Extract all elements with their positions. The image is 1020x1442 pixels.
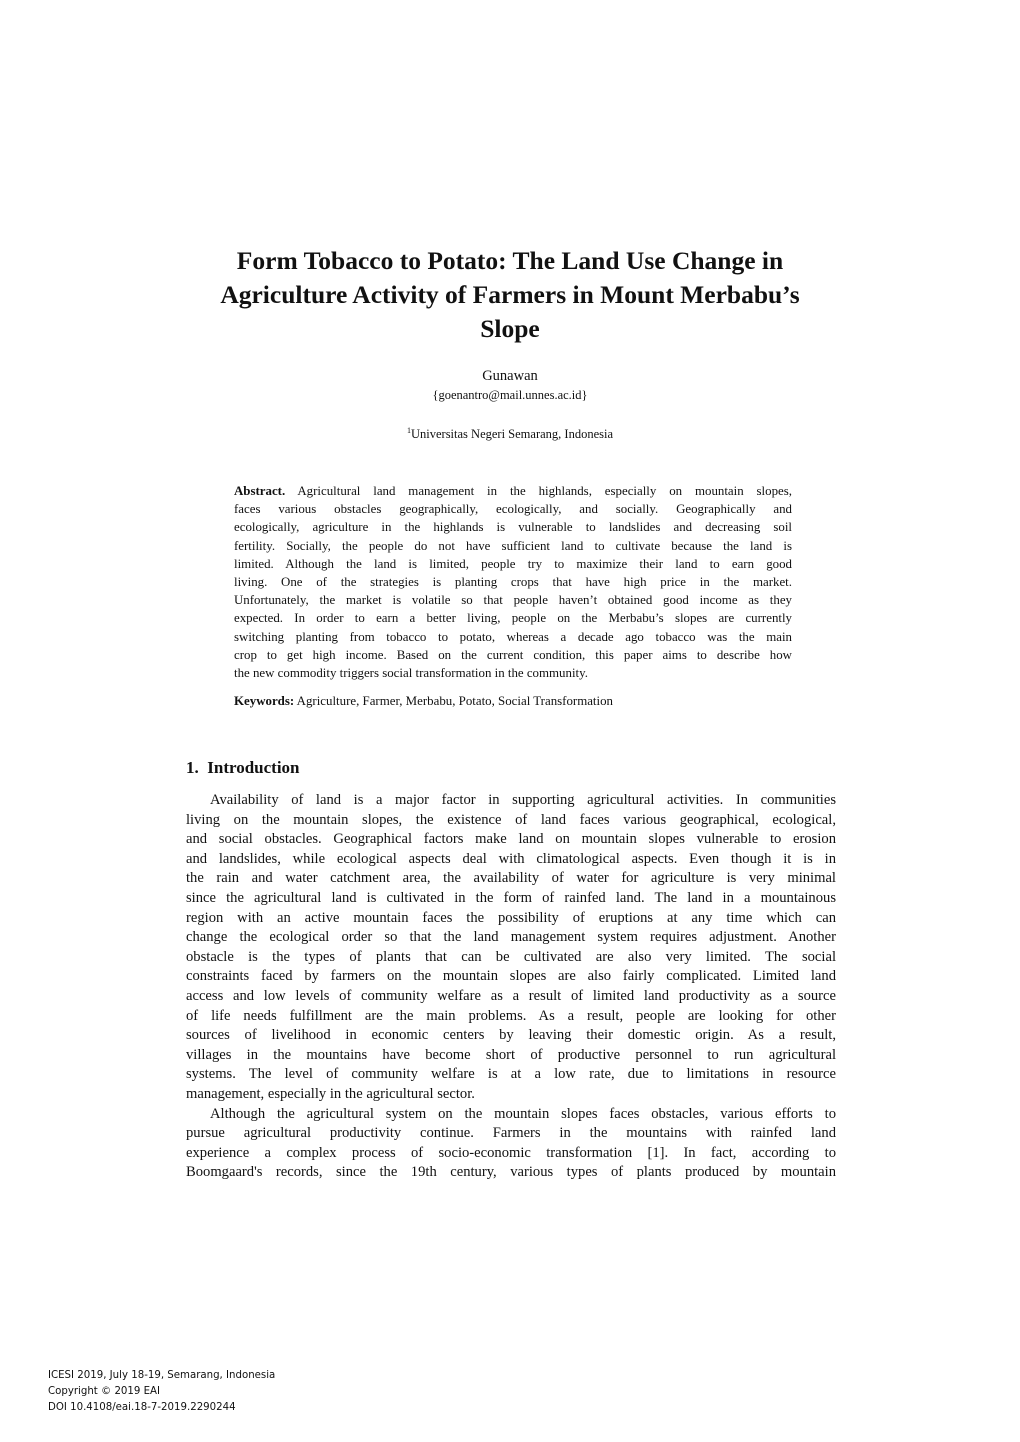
paper-title [170,244,850,346]
keywords-text: Agriculture, Farmer, Merbabu, Potato, Social Transformation [294,694,613,708]
abstract-label: Abstract. [234,484,286,498]
abstract-line: expected. In order to earn a better living, people on the Merbabu’s slopes are currently [234,611,792,626]
author-name: Gunawan [482,368,538,384]
affiliation [0,426,1020,442]
abstract-line: ecologically, agriculture in the highlands is vulnerable to landslides and decreasing soil [234,520,792,535]
section-heading [186,758,300,778]
keywords [234,694,613,709]
body-line: the rain and water catchment area, the availability of water for agriculture is very minimal [186,870,836,887]
body-line: experience a complex process of socio-economic transformation [1]. In fact, according to [186,1144,836,1161]
introduction-body [186,791,836,1183]
body-line: sources of livelihood in economic centers by leaving their domestic origin. As a result, [186,1027,836,1044]
body-line: Availability of land is a major factor in supporting agricultural activities. In communities [210,792,836,808]
footer [48,1368,275,1416]
abstract-line: crop to get high income. Based on the current condition, this paper aims to describe how [234,647,792,662]
title-line: Agriculture Activity of Farmers in Mount Merbabu’s [220,280,800,309]
body-line: living on the mountain slopes, the existence of land faces various geographical, ecological, [186,811,836,828]
abstract-line: fertility. Socially, the people do not have sufficient land to cultivate because the land is [234,538,792,553]
body-line: obstacle is the types of plants that can be cultivated are also very limited. The social [186,948,836,965]
keywords-label: Keywords: [234,694,295,708]
abstract-line: living. One of the strategies is planting crops that have high price in the market. [234,575,792,590]
abstract-line: Unfortunately, the market is volatile so that people haven’t obtained good income as they [234,593,792,608]
abstract-text: Agricultural land management in the highlands, especially on mountain slopes, [285,484,792,498]
footer-copyright: Copyright © 2019 EAI [48,1386,161,1397]
body-line: pursue agricultural productivity continue. Farmers in the mountains with rainfed land [186,1125,836,1142]
body-line: constraints faced by farmers on the mountain slopes are also fairly complicated. Limited land [186,968,836,985]
body-line: Boomgaard's records, since the 19th century, various types of plants produced by mountain [186,1164,836,1181]
affiliation-marker: 1 [406,426,411,435]
abstract-line: faces various obstacles geographically, ecologically, and socially. Geographically and [234,502,792,517]
title-line: Slope [480,314,540,343]
body-line: Although the agricultural system on the mountain slopes faces obstacles, various efforts to [210,1105,836,1122]
body-line: region with an active mountain faces the possibility of eruptions at any time which can [186,909,836,926]
body-line: and social obstacles. Geographical factors make land on mountain slopes vulnerable to erosion [186,831,836,848]
title-line: Form Tobacco to Potato: The Land Use Change in [236,246,784,275]
body-line: access and low levels of community welfare as a result of limited land productivity as a source [186,987,836,1004]
section-title: Introduction [207,758,300,777]
body-line: systems. The level of community welfare is at a low rate, due to limitations in resource [186,1066,836,1083]
body-line: and landslides, while ecological aspects deal with climatological aspects. Even though it is in [186,850,836,867]
abstract-line: switching planting from tobacco to potato, whereas a decade ago tobacco was the main [234,629,792,644]
section-number: 1. [186,758,199,777]
body-line: change the ecological order so that the land management system requires adjustment. Another [186,929,836,946]
body-line: of life needs fulfillment are the main problems. As a result, people are looking for other [186,1007,836,1024]
footer-doi: DOI 10.4108/eai.18-7-2019.2290244 [48,1402,236,1413]
affiliation-text: Universitas Negeri Semarang, Indonesia [410,427,614,441]
author-email: {goenantro@mail.unnes.ac.id} [432,388,588,402]
body-line: villages in the mountains have become short of productive personnel to run agricultural [186,1046,836,1063]
abstract [234,482,792,682]
abstract-line: the new commodity triggers social transformation in the community. [234,666,588,681]
body-line: management, especially in the agricultural sector. [186,1085,475,1102]
footer-conference: ICESI 2019, July 18-19, Semarang, Indonesia [48,1370,276,1381]
body-line: since the agricultural land is cultivated in the form of rainfed land. The land in a mountainous [186,889,836,906]
abstract-line [234,482,792,500]
abstract-line: limited. Although the land is limited, people try to maximize their land to earn good [234,556,792,571]
